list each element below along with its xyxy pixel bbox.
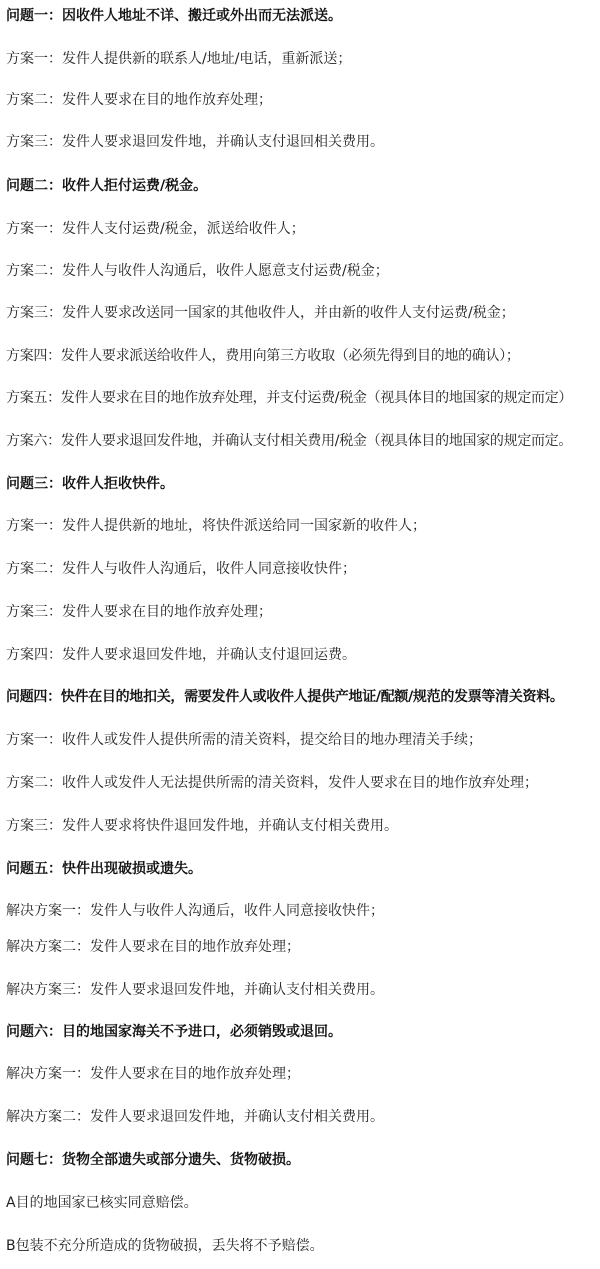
question-5-heading: 问题五：快件出现破损或遗失。 [6,861,202,877]
question-4-heading: 问题四：快件在目的地扣关，需要发件人或收件人提供产地证/配额/规范的发票等清关资料。 [6,689,564,705]
question-2-option-2: 方案二：发件人与收件人沟通后，收件人愿意支付运费/税金； [6,263,389,279]
question-3-option-1: 方案一：发件人提供新的地址，将快件派送给同一国家新的收件人； [6,518,426,534]
question-6-option-1: 解决方案一：发件人要求在目的地作放弃处理； [6,1066,300,1082]
question-6-option-2: 解决方案二：发件人要求退回发件地，并确认支付相关费用。 [6,1109,384,1125]
question-3-option-2: 方案二：发件人与收件人沟通后，收件人同意接收快件； [6,561,356,577]
question-5-option-1: 解决方案一：发件人与收件人沟通后，收件人同意接收快件； [6,903,384,919]
question-1-option-3: 方案三：发件人要求退回发件地，并确认支付退回相关费用。 [6,134,384,150]
question-2-option-6: 方案六：发件人要求退回发件地，并确认支付相关费用/税金（视具体目的地国家的规定而定。 [6,433,573,449]
question-7-note-b: B包装不充分所造成的货物破损，丢失将不予赔偿。 [6,1238,324,1254]
question-3-heading: 问题三：收件人拒收快件。 [6,476,174,492]
question-2-heading: 问题二：收件人拒付运费/税金。 [6,178,208,194]
question-2-option-1: 方案一：发件人支付运费/税金，派送给收件人； [6,221,305,237]
question-2-option-5: 方案五：发件人要求在目的地作放弃处理，并支付运费/税金（视具体目的地国家的规定而定） [6,390,573,406]
question-7-note-a: A目的地国家已核实同意赔偿。 [6,1195,198,1211]
question-1-heading: 问题一：因收件人地址不详、搬迁或外出而无法派送。 [6,8,342,24]
question-5-option-3: 解决方案三：发件人要求退回发件地，并确认支付相关费用。 [6,982,384,998]
question-1-option-1: 方案一：发件人提供新的联系人/地址/电话，重新派送； [6,51,352,67]
question-2-option-3: 方案三：发件人要求改送同一国家的其他收件人，并由新的收件人支付运费/税金； [6,305,515,321]
question-5-option-2: 解决方案二：发件人要求在目的地作放弃处理； [6,939,300,955]
question-3-option-4: 方案四：发件人要求退回发件地，并确认支付退回运费。 [6,647,356,663]
question-3-option-3: 方案三：发件人要求在目的地作放弃处理； [6,604,272,620]
question-4-option-1: 方案一：收件人或发件人提供所需的清关资料，提交给目的地办理清关手续； [6,732,482,748]
question-4-option-3: 方案三：发件人要求将快件退回发件地，并确认支付相关费用。 [6,818,398,834]
question-4-option-2: 方案二：收件人或发件人无法提供所需的清关资料，发件人要求在目的地作放弃处理； [6,775,538,791]
question-6-heading: 问题六：目的地国家海关不予进口，必须销毁或退回。 [6,1024,342,1040]
question-1-option-2: 方案二：发件人要求在目的地作放弃处理； [6,92,272,108]
question-2-option-4: 方案四：发件人要求派送给收件人，费用向第三方收取（必须先得到目的地的确认）； [6,348,520,364]
question-7-heading: 问题七：货物全部遗失或部分遗失、货物破损。 [6,1152,300,1168]
